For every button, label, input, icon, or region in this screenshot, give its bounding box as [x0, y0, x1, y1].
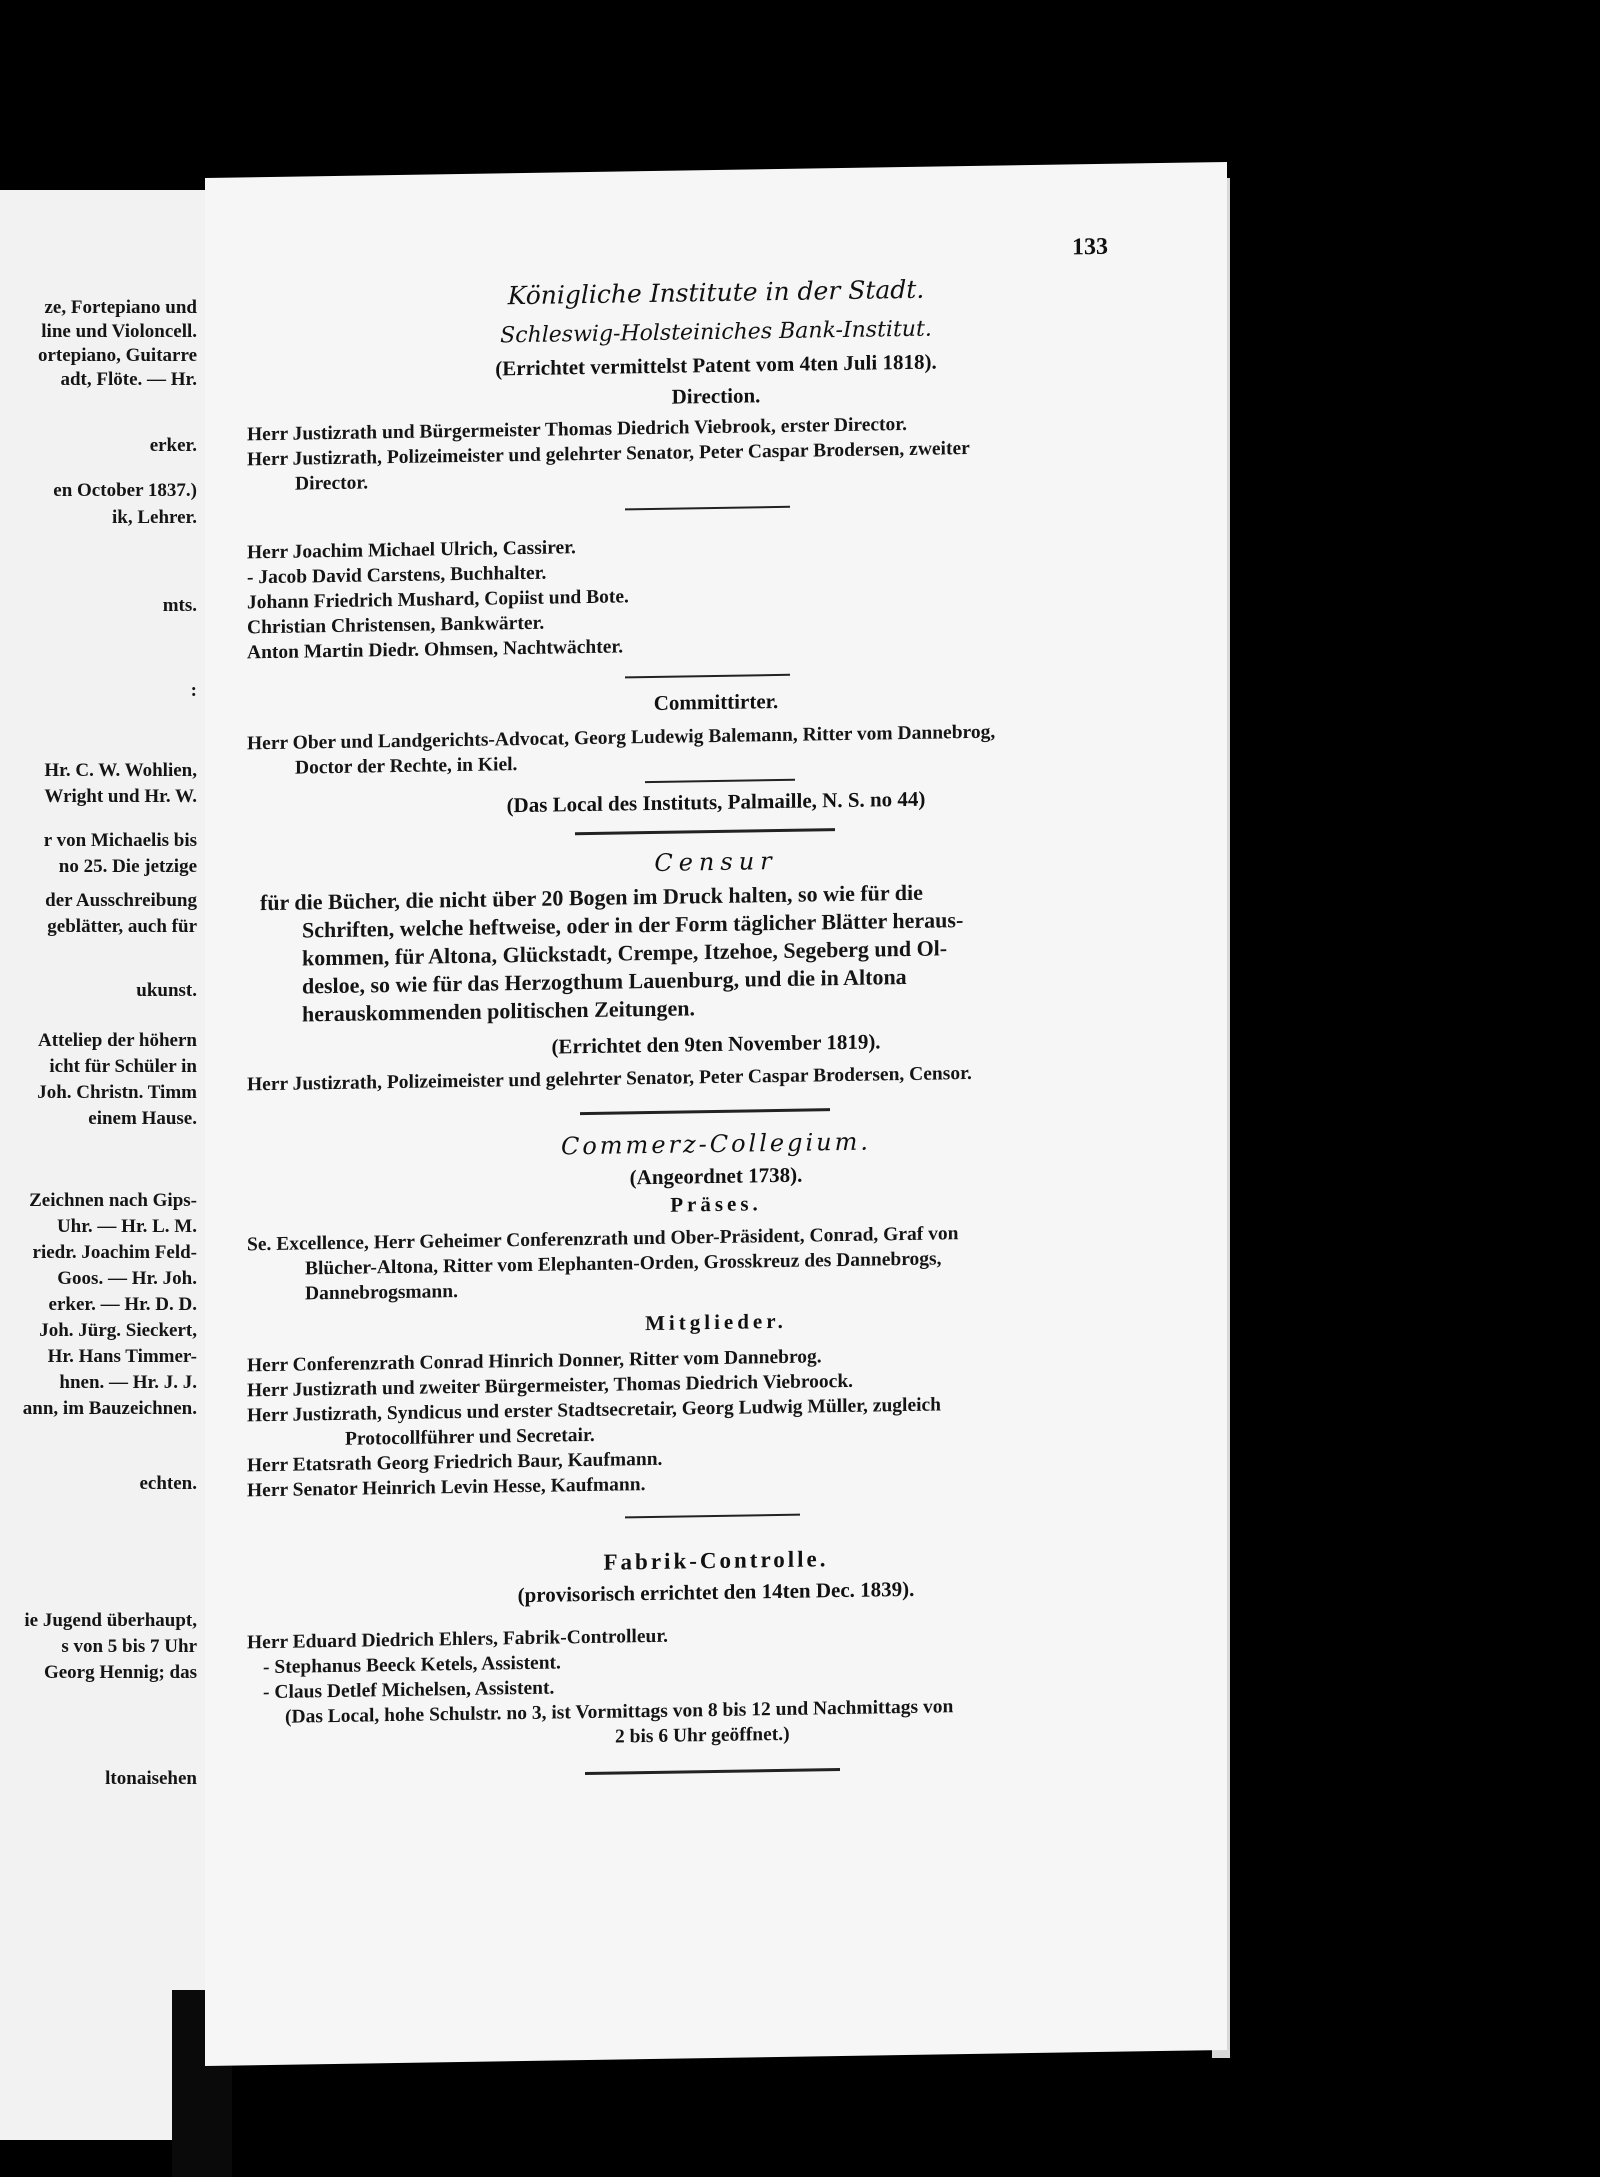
document-page [205, 162, 1227, 2066]
left-line: Joh. Jürg. Sieckert, [39, 1320, 197, 1341]
left-line: Hr. C. W. Wohlien, [44, 760, 197, 781]
praeses-line: Blücher-Altona, Ritter vom Elephanten-Orden, Grosskreuz des Dannebrogs, [305, 1248, 942, 1280]
left-line: Goos. — Hr. Joh. [57, 1268, 197, 1289]
previous-page-fragment [0, 190, 205, 2140]
left-line: en October 1837.) [53, 480, 197, 501]
censur-text-line: Schriften, welche heftweise, oder in der Form täglicher Blätter heraus- [302, 907, 964, 943]
fabrik-heading: Fabrik-Controlle. [603, 1546, 829, 1575]
left-line: echten. [139, 1473, 197, 1494]
left-line: geblätter, auch für [47, 916, 197, 937]
left-line: r von Michaelis bis [43, 830, 197, 851]
left-line: ie Jugend überhaupt, [24, 1610, 197, 1631]
left-line: s von 5 bis 7 Uhr [61, 1636, 197, 1657]
mitglieder-line: Herr Justizrath und zweiter Bürgermeister, Thomas Diedrich Viebroock. [247, 1370, 854, 1402]
mitglieder-line: Herr Senator Heinrich Levin Hesse, Kaufmann. [247, 1474, 646, 1502]
staff-line: - Jacob David Carstens, Buchhalter. [247, 562, 547, 589]
fabrik-line: (Das Local, hohe Schulstr. no 3, ist Vormittags von 8 bis 12 und Nachmittags von [285, 1696, 954, 1728]
fabrik-line: - Claus Detlef Michelsen, Assistent. [263, 1677, 555, 1704]
staff-line: Anton Martin Diedr. Ohmsen, Nachtwächter. [247, 636, 624, 664]
left-line: Joh. Christn. Timm [37, 1082, 197, 1103]
censur-text-line: herauskommenden politischen Zeitungen. [302, 995, 695, 1027]
left-line: ltonaisehen [105, 1768, 197, 1789]
mitglieder-line: Protocollführer und Secretair. [345, 1424, 595, 1450]
left-line: mts. [162, 595, 197, 616]
fabrik-line: Herr Eduard Diedrich Ehlers, Fabrik-Controlleur. [247, 1625, 669, 1654]
direction-line: Herr Justizrath und Bürgermeister Thomas Diedrich Viebrook, erster Director. [247, 413, 908, 446]
section-divider [585, 1768, 840, 1775]
left-line: erker. — Hr. D. D. [48, 1294, 197, 1315]
section-divider [575, 828, 835, 835]
censur-established: (Errichtet den 9ten November 1819). [551, 1029, 881, 1059]
censur-text [260, 875, 1140, 1029]
left-line: ik, Lehrer. [112, 507, 197, 528]
section-divider [625, 1514, 800, 1519]
direction-line: Herr Justizrath, Polizeimeister und gelehrter Senator, Peter Caspar Brodersen, zweiter [247, 437, 970, 471]
left-line: hnen. — Hr. J. J. [59, 1372, 197, 1393]
page-number: 133 [1072, 233, 1108, 261]
fabrik-established: (provisorisch errichtet den 14ten Dec. 1839). [517, 1576, 915, 1608]
left-line: Zeichnen nach Gips- [29, 1190, 197, 1211]
staff-line: Christian Christensen, Bankwärter. [247, 612, 545, 639]
bank-established: (Errichtet vermittelst Patent vom 4ten Juli 1818). [495, 349, 937, 381]
left-line: Wright und Hr. W. [44, 786, 197, 807]
section-divider [580, 1108, 830, 1115]
bank-heading: Schleswig-Holsteiniches Bank-Institut. [500, 316, 932, 349]
fabrik-line: 2 bis 6 Uhr geöffnet.) [615, 1723, 790, 1748]
censur-heading: Censur [654, 847, 778, 877]
section-divider [625, 506, 790, 511]
commerz-established: (Angeordnet 1738). [629, 1162, 803, 1190]
left-line: einem Hause. [88, 1108, 197, 1129]
left-line: icht für Schüler in [49, 1056, 197, 1077]
left-line: : [190, 680, 197, 701]
mitglieder-line: Herr Justizrath, Syndicus und erster Stadtsecretair, Georg Ludwig Müller, zugleich [247, 1394, 942, 1427]
mitglieder-heading: Mitglieder. [645, 1308, 787, 1336]
mitglieder-line: Herr Etatsrath Georg Friedrich Baur, Kaufmann. [247, 1448, 663, 1477]
censur-text-line: für die Bücher, die nicht über 20 Bogen im Druck halten, so wie für die [260, 879, 923, 916]
praeses-line: Se. Excellence, Herr Geheimer Conferenzrath und Ober-Präsident, Conrad, Graf von [247, 1223, 959, 1256]
left-line: Uhr. — Hr. L. M. [56, 1216, 197, 1237]
staff-line: Johann Friedrich Mushard, Copiist und Bote. [247, 586, 629, 614]
censur-text-line: kommen, für Altona, Glückstadt, Crempe, Itzehoe, Segeberg und Ol- [302, 935, 948, 971]
left-line: ze, Fortepiano und [44, 297, 197, 318]
committirter-line: Herr Ober und Landgerichts-Advocat, Georg Ludewig Balemann, Ritter vom Dannebrog, [247, 721, 996, 755]
left-line: Atteliер der höhern [37, 1030, 197, 1051]
censur-text-line: desloe, so wie für das Herzogthum Lauenburg, und die in Altona [302, 963, 907, 999]
left-line: Hr. Hans Timmer- [47, 1346, 197, 1367]
committirter-heading: Committirter. [653, 688, 779, 715]
left-line: ukunst. [136, 980, 197, 1001]
left-line: adt, Flöte. — Hr. [60, 369, 197, 390]
bank-local: (Das Local des Instituts, Palmaille, N. S. no 44) [506, 786, 926, 818]
left-line: ann, im Bauzeichnen. [22, 1398, 197, 1419]
praeses-heading: Präses. [670, 1191, 762, 1217]
left-line: riedr. Joachim Feld- [32, 1242, 197, 1263]
left-line: no 25. Die jetzige [58, 856, 197, 877]
praeses-line: Dannebrogsmann. [305, 1281, 458, 1305]
direction-line: Director. [295, 472, 369, 495]
section-divider [625, 674, 790, 679]
fabrik-line: - Stephanus Beeck Ketels, Assistent. [263, 1652, 561, 1679]
page-title: Königliche Institute in der Stadt. [507, 274, 925, 311]
left-line: ortepiano, Guitarre [37, 345, 197, 366]
commerz-heading: Commerz-Collegium. [560, 1127, 871, 1161]
section-divider [645, 779, 795, 783]
left-line: erker. [149, 435, 197, 456]
staff-line: Herr Joachim Michael Ulrich, Cassirer. [247, 537, 576, 564]
left-line: Georg Hennig; das [43, 1662, 197, 1683]
left-line: der Ausschreibung [45, 890, 197, 911]
mitglieder-line: Herr Conferenzrath Conrad Hinrich Donner, Ritter vom Dannebrog. [247, 1346, 822, 1377]
committirter-line: Doctor der Rechte, in Kiel. [295, 754, 518, 779]
censor-line: Herr Justizrath, Polizeimeister und gelehrter Senator, Peter Caspar Brodersen, Censor. [247, 1062, 972, 1096]
direction-heading: Direction. [671, 383, 761, 409]
left-line: line und Violoncell. [41, 321, 197, 342]
